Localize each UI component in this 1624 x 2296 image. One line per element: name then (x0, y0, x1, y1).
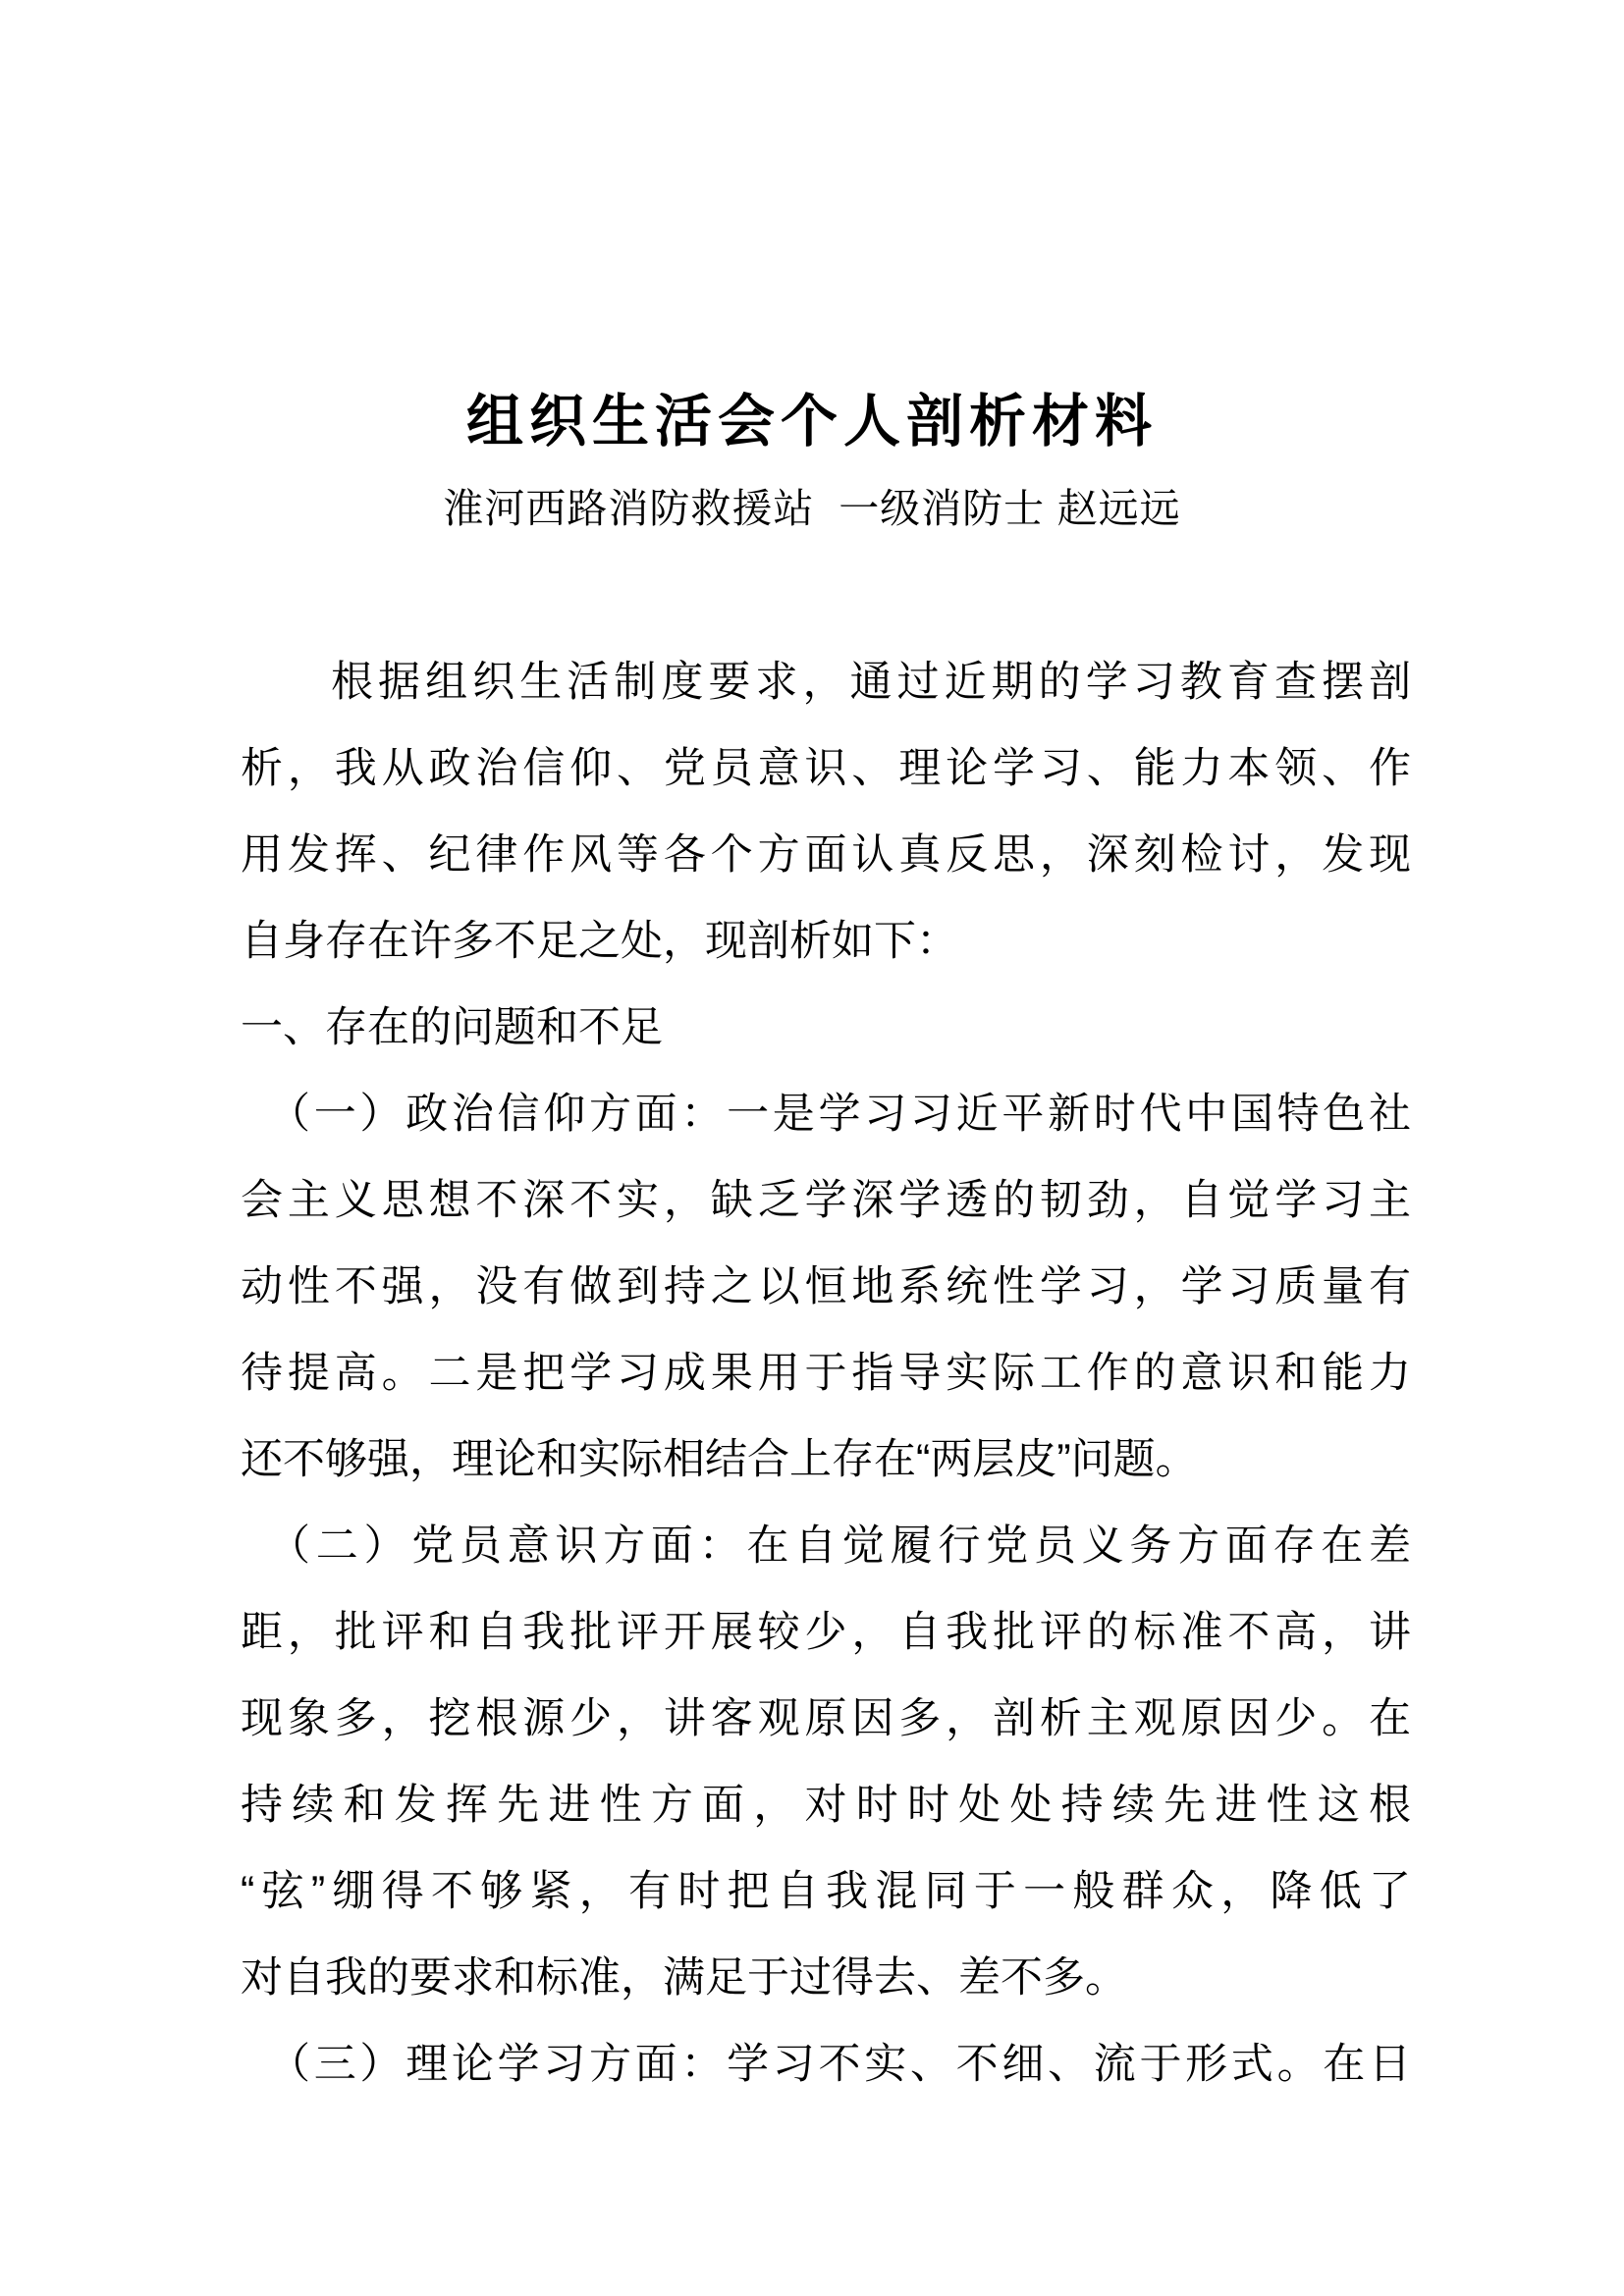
body-line: 待提高。二是把学习成果用于指导实际工作的意识和能力 (241, 1350, 1411, 1397)
document-byline: 淮河西路消防救援站 一级消防士 赵远远 (443, 486, 1181, 531)
body-line: 会主义思想不深不实，缺乏学深学透的韧劲，自觉学习主 (241, 1177, 1411, 1224)
body-line: 对自我的要求和标准，满足于过得去、差不多。 (241, 1954, 1127, 2002)
body-line: 一、存在的问题和不足 (241, 1004, 663, 1051)
body-line: 现象多，挖根源少，讲客观原因多，剖析主观原因少。在 (241, 1695, 1411, 1742)
body-line: （三）理论学习方面：学习不实、不细、流于形式。在日 (268, 2041, 1411, 2088)
body-line: 析，我从政治信仰、党员意识、理论学习、能力本领、作 (241, 745, 1411, 792)
body-line: 还不够强，理论和实际相结合上存在“两层皮”问题。 (241, 1436, 1198, 1483)
body-line: （一）政治信仰方面：一是学习习近平新时代中国特色社 (268, 1091, 1411, 1138)
document-body (241, 639, 1411, 2108)
document-title: 组织生活会个人剖析材料 (465, 390, 1158, 454)
body-line: 持续和发挥先进性方面，对时时处处持续先进性这根 (241, 1782, 1411, 1829)
body-line: 动性不强，没有做到持之以恒地系统性学习，学习质量有 (241, 1263, 1411, 1310)
body-line: 距，批评和自我批评开展较少，自我批评的标准不高，讲 (241, 1609, 1411, 1656)
body-line: “弦”绷得不够紧，有时把自我混同于一般群众，降低了 (241, 1868, 1411, 1915)
body-line: 自身存在许多不足之处，现剖析如下： (241, 918, 958, 965)
body-line: 根据组织生活制度要求，通过近期的学习教育查摆剖 (331, 659, 1411, 706)
body-line: 用发挥、纪律作风等各个方面认真反思，深刻检讨，发现 (241, 831, 1411, 879)
body-line: （二）党员意识方面：在自觉履行党员义务方面存在差 (268, 1522, 1411, 1570)
